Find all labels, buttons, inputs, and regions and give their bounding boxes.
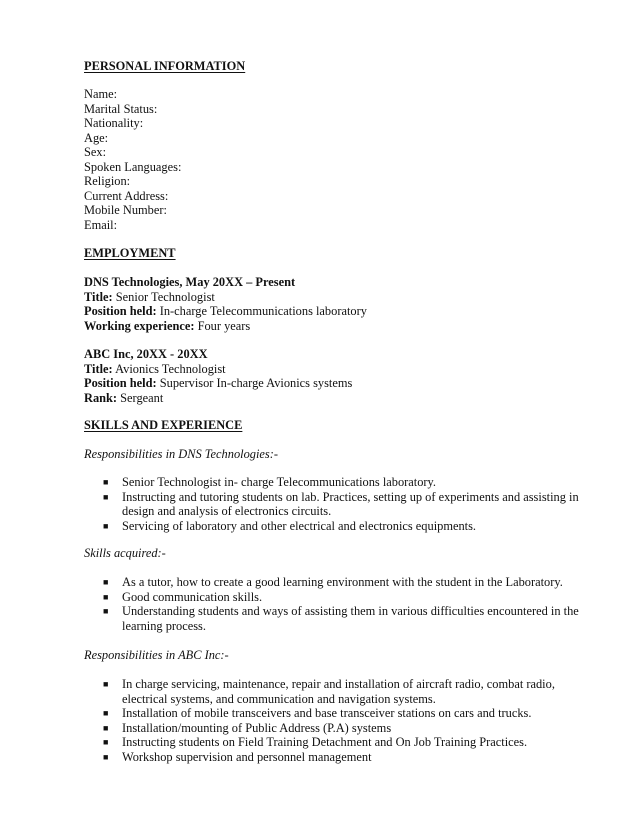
- job-detail-label: Position held:: [84, 304, 157, 318]
- field-religion: Religion:: [84, 174, 131, 188]
- bullet-icon: ■: [103, 708, 109, 718]
- job-detail-value: Senior Technologist: [112, 289, 215, 304]
- job-detail-label: Title:: [84, 289, 113, 304]
- bullet-icon: ■: [103, 491, 109, 502]
- list-item: [84, 575, 584, 590]
- job-detail-label: Rank:: [84, 390, 118, 405]
- job-detail-row: [84, 391, 163, 406]
- job-detail-row: [84, 319, 250, 334]
- field-name: Name:: [84, 87, 118, 101]
- bullet-icon: ■: [103, 577, 109, 587]
- bullet-list: [84, 475, 584, 533]
- field-current-address: Current Address:: [84, 188, 169, 203]
- list-item: [84, 490, 584, 519]
- list-item-text: Senior Technologist in- charge Telecommunications laboratory.: [122, 475, 437, 489]
- group-title: Responsibilities in DNS Technologies:-: [84, 447, 278, 461]
- field-email: Email:: [84, 217, 118, 232]
- job-detail-value: Supervisor In-charge Avionics systems: [156, 376, 353, 390]
- job-detail-row: [84, 290, 215, 305]
- bullet-icon: ■: [103, 606, 109, 616]
- bullet-icon: ■: [103, 679, 109, 689]
- list-item: [84, 706, 584, 721]
- list-item-text: Good communication skills.: [122, 589, 263, 604]
- list-item: [84, 677, 584, 706]
- list-item: [84, 519, 584, 534]
- list-item-text: Workshop supervision and personnel management: [122, 749, 372, 764]
- job-company: ABC Inc, 20XX - 20XX: [84, 347, 208, 361]
- job-detail-row: [84, 362, 226, 377]
- job-detail-row: [84, 376, 352, 391]
- list-item-text: Instructing students on Field Training Detachment and On Job Training Practices.: [122, 735, 528, 749]
- bullet-list: [84, 677, 584, 764]
- list-item-text: Installation/mounting of Public Address (P.A) systems: [122, 720, 392, 735]
- field-sex: Sex:: [84, 145, 107, 159]
- bullet-icon: ■: [103, 737, 109, 747]
- list-item: [84, 721, 584, 736]
- bullet-icon: ■: [103, 520, 109, 531]
- list-item: [84, 590, 584, 605]
- bullet-icon: ■: [103, 751, 109, 762]
- field-age: Age:: [84, 130, 109, 145]
- list-item-text: Installation of mobile transceivers and base transceiver stations on cars and trucks.: [122, 706, 532, 720]
- job-detail-value: Sergeant: [117, 390, 164, 405]
- job-company: DNS Technologies, May 20XX – Present: [84, 275, 296, 289]
- field-marital-status: Marital Status:: [84, 101, 158, 116]
- bullet-icon: ■: [103, 722, 109, 733]
- job-detail-value: Avionics Technologist: [112, 361, 226, 376]
- job-detail-label: Position held:: [84, 376, 157, 390]
- personal-information-heading: PERSONAL INFORMATION: [84, 59, 246, 73]
- skills-experience-heading: SKILLS AND EXPERIENCE: [84, 418, 243, 432]
- list-item-text: Servicing of laboratory and other electrical and electronics equipments.: [122, 518, 477, 533]
- job-detail-value: Four years: [194, 318, 251, 333]
- list-item: [84, 735, 584, 750]
- field-spoken-languages: Spoken Languages:: [84, 159, 182, 174]
- group-title: Responsibilities in ABC Inc:-: [84, 648, 229, 662]
- list-item-text: Understanding students and ways of assisting them in various difficulties encountered in the learning process.: [122, 604, 579, 633]
- job-detail-row: [84, 304, 367, 319]
- bullet-icon: ■: [103, 591, 109, 602]
- list-item: [84, 475, 584, 490]
- group-title: Skills acquired:-: [84, 546, 166, 560]
- job-detail-label: Working experience:: [84, 318, 195, 333]
- list-item-text: In charge servicing, maintenance, repair and installation of aircraft radio, combat radio, electrical systems, and communication and navigation systems.: [122, 677, 555, 706]
- list-item: [84, 604, 584, 633]
- job-detail-value: In-charge Telecommunications laboratory: [156, 304, 367, 318]
- list-item-text: As a tutor, how to create a good learning environment with the student in the Laboratory.: [122, 575, 563, 589]
- field-nationality: Nationality:: [84, 116, 144, 130]
- employment-heading: EMPLOYMENT: [84, 246, 176, 260]
- list-item-text: Instructing and tutoring students on lab. Practices, setting up of experiments and assisting in design and analysis of electronics circuits.: [122, 489, 579, 518]
- field-mobile-number: Mobile Number:: [84, 203, 167, 217]
- bullet-icon: ■: [103, 477, 109, 487]
- bullet-list: [84, 575, 584, 633]
- job-detail-label: Title:: [84, 361, 113, 376]
- list-item: [84, 750, 584, 765]
